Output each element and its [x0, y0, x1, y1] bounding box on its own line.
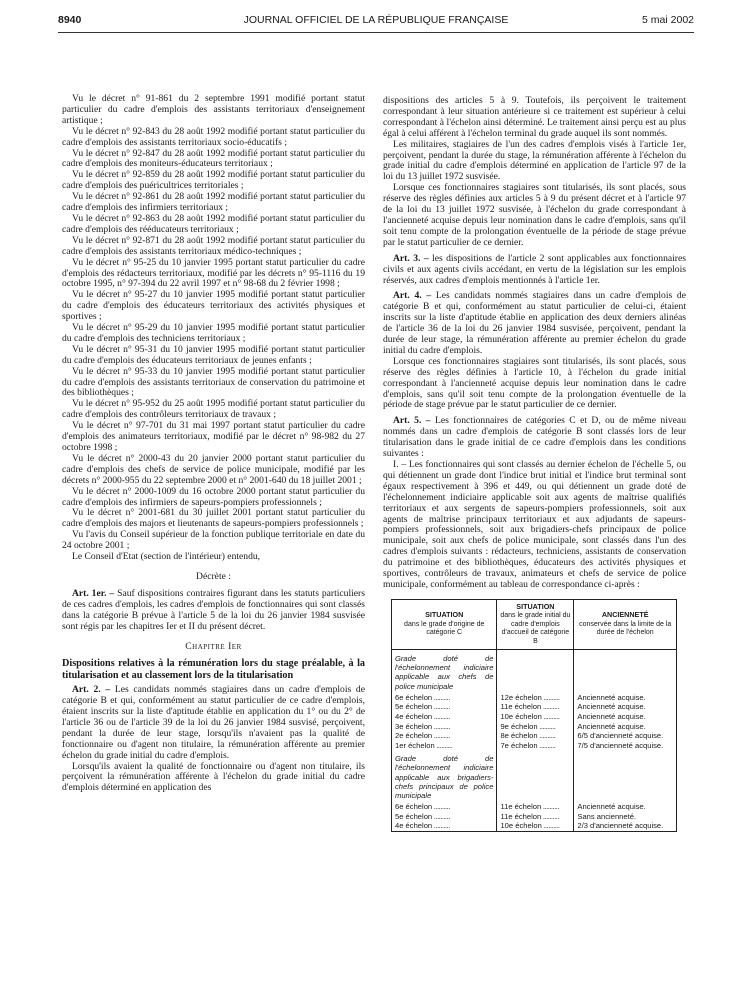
- table-cell-text: 5e échelon: [395, 811, 433, 821]
- visa-paragraph: Vu le décret n° 92-843 du 28 août 1992 modifié portant statut particulier du cadre d'emplois des assistants territoriaux socio-éducatifs ;: [62, 125, 365, 148]
- leader-dots: ..........: [541, 711, 560, 721]
- article-1-label: Art. 1er. –: [72, 587, 115, 599]
- table-cell-to: [497, 722, 574, 732]
- journal-title: JOURNAL OFFICIEL DE LA RÉPUBLIQUE FRANÇAISE: [243, 14, 509, 26]
- table-empty-cell: [497, 649, 574, 692]
- article-3-text: les dispositions de l'article 2 sont applicables aux fonctionnaires civils et aux agents civils accédant, en vertu de la législation sur les emplois réservés, aux cadres d'emplois mentionnés à l'article 1er.: [383, 252, 686, 286]
- table-cell-text: Ancienneté acquise.: [577, 721, 646, 731]
- table-cell-to: [497, 731, 574, 741]
- issue-date: 5 mai 2002: [642, 14, 694, 26]
- table-cell-text: 3e échelon: [395, 721, 433, 731]
- page-header: [58, 14, 694, 30]
- chapter-title: Dispositions relatives à la rémunération lors du stage préalable, à la titularisation et au classement lors de la titularisation: [62, 658, 365, 681]
- leader-dots: ..........: [432, 821, 450, 831]
- table-row: [392, 741, 677, 751]
- right-column: [383, 96, 686, 832]
- left-column: [62, 94, 365, 794]
- article-5-section-I: I. – Les fonctionnaires qui sont classés au dernier échelon de l'échelle 5, ou qui détiennent un grade dont l'indice brut initial et l'indice brut terminal sont égaux respectivement à 396 et 449, ou qui détiennent un grade doté de l'échelonnement indiciaire applicable soit aux agents de maîtrise qualifiés territoriaux et aux sergents de sapeurs-pompiers professionnels, soit aux agents de maîtrise principaux territoriaux et aux adjudants de sapeurs-pompiers professionnels, soit aux brigadiers-chefs principaux de police municipale, soit aux chefs de police municipale, sont classés dans l'un des cadres d'emplois suivants : rédacteurs, techniciens, assistants de conservation du patrimoine et des bibliothèques, éducateurs des activités physiques et sportives, contrôleurs de travaux, animateurs et chefs de service de police municipale, conformément au tableau de correspondance ci-après :: [383, 459, 686, 590]
- article-4-label: Art. 4. –: [393, 290, 432, 302]
- right-paragraph-3: Lorsque ces fonctionnaires stagiaires sont titularisés, ils sont placés, sous réserve des règles définies aux articles 5 à 9 du présent décret et à l'article 97 de la loi du 13 juillet 1972 susvisée, à l'échelon du grade correspondant à l'ancienneté acquise depuis leur nomination dans le cadre d'emplois, sans qu'il soit tenu compte de la prolongation éventuelle de la période de stage prévue par le statut particulier de ce dernier.: [383, 182, 686, 248]
- table-cell-text: 1er échelon: [395, 740, 435, 750]
- table-row: [392, 702, 677, 712]
- table-cell-to: [497, 702, 574, 712]
- table-cell-text: 8e échelon: [500, 731, 538, 741]
- table-cell-text: 7/5 d'ancienneté acquise.: [577, 740, 664, 750]
- table-cell-text: 4e échelon: [395, 821, 433, 831]
- table-row: [392, 712, 677, 722]
- visa-paragraph: Vu le décret n° 95-33 du 10 janvier 1995 modifié portant statut particulier du cadre d'emplois des assistants territoriaux de conservation du patrimoine et des bibliothèques ;: [62, 365, 365, 399]
- table-cell-text: 5e échelon: [395, 702, 433, 712]
- table-cell-text: 11e échelon: [500, 802, 542, 812]
- leader-dots: ..........: [434, 740, 453, 750]
- leader-dots: ..........: [432, 692, 450, 702]
- table-cell-from: [392, 712, 497, 722]
- visa-paragraph: Vu le décret n° 91-861 du 2 septembre 1991 modifié portant statut particulier du cadre d'emplois des assistants territoriaux d'enseignement artistique ;: [62, 93, 365, 126]
- header-seniority-sub: conservée dans la limite de la durée de l'échelon: [579, 620, 672, 637]
- table-cell-text: 9e échelon: [500, 721, 538, 731]
- leader-dots: ..........: [432, 711, 450, 721]
- header-origin-title: SITUATION: [425, 610, 464, 620]
- article-5: [383, 416, 686, 460]
- leader-dots: ..........: [537, 731, 556, 741]
- header-target-title: SITUATION: [516, 601, 555, 611]
- table-cell-from: [392, 741, 497, 751]
- table-cell-anc: [574, 722, 677, 732]
- header-seniority: [574, 599, 677, 649]
- table-cell-text: Ancienneté acquise.: [577, 802, 646, 812]
- visa-paragraph: Vu le décret n° 92-863 du 28 août 1992 modifié portant statut particulier du cadre d'emplois des rééducateurs territoriaux ;: [62, 212, 365, 235]
- visa-paragraph: Vu le décret n° 2000-43 du 20 janvier 2000 portant statut particulier du cadre d'emplois des chefs de service de police municipale, modifié par les décrets n° 2000-955 du 22 septembre 2000 et n° 2001-640 du 18 juillet 2001 ;: [62, 452, 365, 486]
- table-row: [392, 821, 677, 831]
- leader-dots: ..........: [541, 821, 560, 831]
- table-cell-to: [497, 712, 574, 722]
- header-rule: [58, 32, 694, 33]
- table-cell-anc: [574, 712, 677, 722]
- visa-paragraph: Vu le décret n° 95-952 du 25 août 1995 modifié portant statut particulier du cadre d'emplois des contrôleurs territoriaux de travaux ;: [62, 398, 365, 421]
- article-4-text: Les candidats nommés stagiaires dans un cadre d'emplois de catégorie B et qui, conformément au statut particulier de celui-ci, étaient inscrits sur la liste d'aptitude établie en application des deux derniers alinéas de l'article 36 de la loi du 26 janvier 1984 susvisée, perçoivent, pendant la durée de leur stage, la rémunération afférente au premier échelon du grade initial du cadre d'emplois.: [383, 290, 686, 356]
- visa-paragraph: Vu le décret n° 95-29 du 10 janvier 1995 modifié portant statut particulier du cadre d'emplois des techniciens territoriaux ;: [62, 322, 365, 344]
- table-row: [392, 731, 677, 741]
- table-cell-text: 2/3 d'ancienneté acquise.: [577, 821, 664, 831]
- table-body: [392, 649, 677, 831]
- table-cell-text: 2e échelon: [395, 731, 433, 741]
- article-2-paragraph-2: Lorsqu'ils avaient la qualité de fonctionnaire ou d'agent non titulaire, ils perçoivent la rémunération afférente à l'échelon du grade initial du cadre d'emplois déterminé en application des: [62, 760, 365, 794]
- table-cell-text: Ancienneté acquise.: [577, 702, 646, 712]
- table-row: [392, 693, 677, 703]
- table-cell-to: [497, 802, 574, 812]
- table-group-row: [392, 649, 677, 692]
- table-cell-from: [392, 812, 497, 822]
- leader-dots: ..........: [541, 802, 559, 812]
- table-cell-anc: [574, 731, 677, 741]
- table-cell-to: [497, 741, 574, 751]
- leader-dots: ..........: [432, 802, 450, 812]
- table-cell-text: 12e échelon: [500, 692, 542, 702]
- chapter-heading: Chapitre Ier: [185, 640, 242, 652]
- article-4: [383, 291, 686, 356]
- article-3-label: Art. 3. –: [393, 252, 429, 264]
- table-cell-text: 11e échelon: [500, 811, 542, 821]
- article-1-text: Sauf dispositions contraires figurant dans les statuts particuliers de ces cadres d'emplois, les cadres d'emplois de fonctionnaires qui sont classés dans la catégorie B prévue à l'article 5 de la loi du 26 janvier 1984 susvisée sont régis par les chapitres Ier et II du présent décret.: [62, 587, 365, 632]
- correspondence-table: [391, 599, 677, 832]
- table-group-row: [392, 750, 677, 802]
- table-empty-cell: [574, 750, 677, 802]
- table-cell-from: [392, 702, 497, 712]
- table-group-label: Grade doté de l'échelonnement indiciaire applicable aux brigadiers-chefs principaux de police municipale: [392, 750, 497, 802]
- leader-dots: ..........: [432, 721, 450, 731]
- table-cell-anc: [574, 821, 677, 831]
- right-paragraph-1: dispositions des articles 5 à 9. Toutefois, ils perçoivent le traitement correspondant à leur situation antérieure si ce traitement est supérieur à celui correspondant à l'échelon ainsi déterminé. Le traitement ainsi perçu est au plus égal à celui afférent à l'échelon terminal du grade auquel ils sont nommés.: [383, 95, 686, 139]
- table-cell-anc: [574, 693, 677, 703]
- table-cell-to: [497, 821, 574, 831]
- leader-dots: ..........: [537, 740, 556, 750]
- article-2: [62, 685, 365, 761]
- table-row: [392, 812, 677, 822]
- table-row: [392, 722, 677, 732]
- table-row: [392, 802, 677, 812]
- visa-paragraph: Vu le décret n° 2000-1009 du 16 octobre 2000 portant statut particulier du cadre d'emplois des infirmiers de sapeurs-pompiers professionnels ;: [62, 485, 365, 508]
- table-cell-anc: [574, 802, 677, 812]
- visas-list: [62, 94, 365, 563]
- table-cell-anc: [574, 702, 677, 712]
- leader-dots: ..........: [541, 811, 559, 821]
- table-group-label: Grade doté de l'échelonnement indiciaire applicable aux chefs de police municipale: [392, 649, 497, 692]
- visa-paragraph: Vu le décret n° 2001-681 du 30 juillet 2001 portant statut particulier du cadre d'emplois des majors et lieutenants de sapeurs-pompiers professionnels ;: [62, 507, 365, 530]
- visa-paragraph: Vu le décret n° 95-25 du 10 janvier 1995 portant statut particulier du cadre d'emplois des rédacteurs territoriaux, modifié par les décrets n° 95-1116 du 19 octobre 1995, n° 97-394 du 22 avril 1997 et n° 98-68 du 2 février 1998 ;: [62, 256, 365, 290]
- article-5-text: Les fonctionnaires de catégories C et D, ou de même niveau nommés dans un cadre d'emplois de catégorie B sont classés lors de leur titularisation dans le grade initial de ce cadre d'emplois dans les conditions suivantes :: [383, 415, 686, 460]
- article-2-label: Art. 2. –: [72, 684, 111, 696]
- table-cell-text: Sans ancienneté.: [577, 811, 637, 821]
- visa-paragraph: Vu l'avis du Conseil supérieur de la fonction publique territoriale en date du 24 octobre 2001 ;: [62, 529, 365, 552]
- leader-dots: ..........: [541, 702, 559, 712]
- visa-paragraph: Vu le décret n° 95-27 du 10 janvier 1995 modifié portant statut particulier du cadre d'emplois des éducateurs territoriaux des activités physiques et sportives ;: [62, 289, 365, 323]
- visa-paragraph: Vu le décret n° 97-701 du 31 mai 1997 portant statut particulier du cadre d'emplois des animateurs territoriaux, modifié par le décret n° 98-982 du 27 octobre 1998 ;: [62, 420, 365, 453]
- article-2-text: Les candidats nommés stagiaires dans un cadre d'emplois de catégorie B et qui, conformément au statut particulier de ce cadre d'emplois, étaient inscrits sur la liste d'aptitude établie en application du 1° ou du 2° de l'article 36 ou de l'article 39 de la loi du 26 janvier 1984 susvisé, perçoivent, pendant la durée de leur stage, lorsqu'ils n'avaient pas la qualité de fonctionnaire ou d'agent non titulaire, la rémunération afférente au premier échelon du grade initial du cadre d'emplois.: [62, 684, 365, 761]
- table-cell-anc: [574, 741, 677, 751]
- table-cell-from: [392, 821, 497, 831]
- table-cell-to: [497, 693, 574, 703]
- table-header-row: [392, 599, 677, 649]
- leader-dots: ..........: [541, 692, 560, 702]
- table-cell-from: [392, 731, 497, 741]
- table-cell-text: 6/5 d'ancienneté acquise.: [577, 731, 664, 741]
- article-1: [62, 589, 365, 633]
- table-cell-text: Ancienneté acquise.: [577, 692, 646, 702]
- table-cell-text: 4e échelon: [395, 711, 433, 721]
- table-cell-anc: [574, 812, 677, 822]
- article-4-paragraph-2: Lorsque ces fonctionnaires stagiaires sont titularisés, ils sont placés, sous réserve des règles définies à l'article 10, à l'échelon du grade initial correspondant à l'ancienneté acquise depuis leur nomination dans le cadre d'emplois, sans qu'il soit tenu compte de la prolongation éventuelle de la période de stage prévue par le statut particulier de ce dernier.: [383, 355, 686, 411]
- right-paragraph-2: Les militaires, stagiaires de l'un des cadres d'emplois visés à l'article 1er, perçoivent, pendant la durée du stage, la rémunération afférente à l'échelon du grade initial du cadre d'emplois déterminé en application de l'article 97 de la loi du 13 juillet 1972 susvisée.: [383, 138, 686, 183]
- table-empty-cell: [497, 750, 574, 802]
- table-cell-text: 7e échelon: [500, 740, 538, 750]
- table-cell-from: [392, 693, 497, 703]
- header-origin-sub: dans le grade d'origine de catégorie C: [404, 620, 485, 637]
- table-cell-from: [392, 802, 497, 812]
- leader-dots: ..........: [432, 811, 450, 821]
- table-cell-to: [497, 812, 574, 822]
- header-target: [497, 599, 574, 649]
- visa-paragraph: Vu le décret n° 92-847 du 28 août 1992 modifié portant statut particulier du cadre d'emplois des moniteurs-éducateurs territoriaux ;: [62, 147, 365, 170]
- article-5-label: Art. 5. –: [393, 415, 431, 427]
- table-cell-text: 10e échelon: [500, 711, 542, 721]
- leader-dots: ..........: [432, 702, 450, 712]
- visa-paragraph: Vu le décret n° 92-859 du 28 août 1992 modifié portant statut particulier du cadre d'emplois des puéricultrices territoriales ;: [62, 169, 365, 192]
- table-cell-text: Ancienneté acquise.: [577, 711, 646, 721]
- table-cell-from: [392, 722, 497, 732]
- article-3: [383, 254, 686, 287]
- visa-paragraph: Vu le décret n° 92-861 du 28 août 1992 modifié portant statut particulier du cadre d'emplois des infirmiers territoriaux ;: [62, 191, 365, 214]
- header-target-sub: dans le grade initial du cadre d'emplois d'accueil de catégorie B: [500, 612, 571, 645]
- table-empty-cell: [574, 649, 677, 692]
- visa-paragraph: Vu le décret n° 92-871 du 28 août 1992 modifié portant statut particulier du cadre d'emplois des assistants territoriaux médico-techniques ;: [62, 234, 365, 257]
- decrete-heading: Décrète :: [196, 570, 231, 582]
- header-origin: [392, 599, 497, 649]
- page-number: 8940: [58, 14, 82, 26]
- visa-paragraph: Vu le décret n° 95-31 du 10 janvier 1995 modifié portant statut particulier du cadre d'emplois des éducateurs territoriaux de jeunes enfants ;: [62, 343, 365, 366]
- table-cell-text: 6e échelon: [395, 802, 433, 812]
- table-cell-text: 10e échelon: [500, 821, 542, 831]
- visa-paragraph: Le Conseil d'Etat (section de l'intérieur) entendu,: [72, 551, 261, 563]
- header-seniority-title: ANCIENNETÉ: [601, 610, 649, 620]
- leader-dots: ..........: [432, 731, 450, 741]
- table-cell-text: 6e échelon: [395, 692, 433, 702]
- table-cell-text: 11e échelon: [500, 702, 542, 712]
- leader-dots: ..........: [537, 721, 556, 731]
